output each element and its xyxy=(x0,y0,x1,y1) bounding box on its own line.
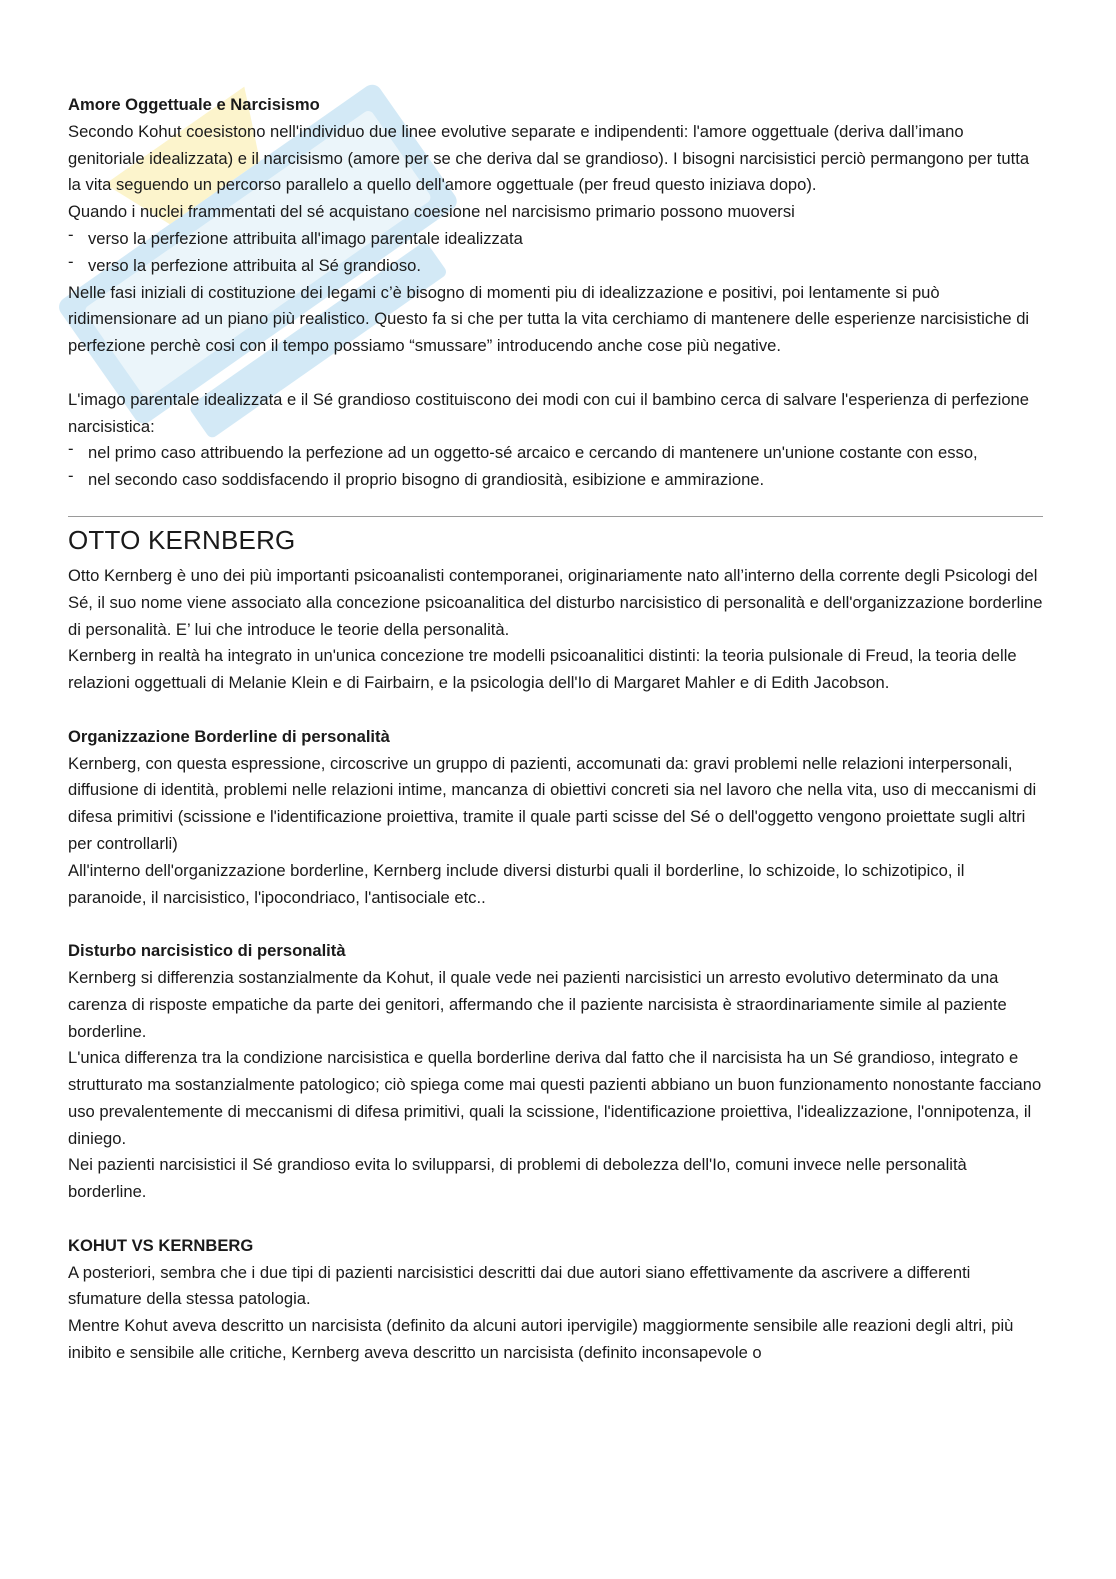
dash-bullet: - xyxy=(68,439,74,459)
spacer xyxy=(68,360,1043,387)
list-item: - nel primo caso attribuendo la perfezione ad un oggetto-sé arcaico e cercando di mantenere un'unione costante con esso, xyxy=(68,440,1043,467)
dash-list xyxy=(68,226,1043,280)
paragraph: Secondo Kohut coesistono nell'individuo due linee evolutive separate e indipendenti: l'amore oggettuale (deriva dall’imano genitoriale idealizzata) e il narcisismo (amore per se che deriva dal se grandioso). I bisogni narcisistici perciò permangono per tutta la vita seguendo un percorso parallelo a quello dell'amore oggettuale (per freud questo iniziava dopo). xyxy=(68,121,1030,195)
spacer xyxy=(68,697,1043,724)
section-heading-amore-oggettuale: Amore Oggettuale e Narcisismo xyxy=(68,95,320,114)
list-item: - verso la perfezione attribuita all'imago parentale idealizzata xyxy=(68,226,1043,253)
section-divider xyxy=(68,516,1043,517)
section-heading-borderline: Organizzazione Borderline di personalità xyxy=(68,726,390,746)
paragraph: L'imago parentale idealizzata e il Sé grandioso costituiscono dei modi con cui il bambino cerca di salvare l'esperienza di perfezione narcisistica: xyxy=(68,389,1030,436)
paragraph: All'interno dell'organizzazione borderline, Kernberg include diversi disturbi quali il borderline, lo schizoide, lo schizotipico, il paranoide, il narcisistico, l'ipocondriaco, l'antisociale etc.. xyxy=(68,860,965,907)
list-item: - nel secondo caso soddisfacendo il proprio bisogno di grandiosità, esibizione e ammirazione. xyxy=(68,467,1043,494)
paragraph: Nelle fasi iniziali di costituzione dei legami c’è bisogno di momenti piu di idealizzazione e positivi, poi lentamente si può ridimensionare ad un piano più realistico. Questo fa si che per tutta la vita cerchiamo di mantenere delle esperienze narcisistiche di perfezione perchè cosi con il tempo possiamo “smussare” introducendo anche cose più negative. xyxy=(68,282,1030,356)
chapter-title-otto-kernberg: OTTO KERNBERG xyxy=(68,524,296,555)
document-page xyxy=(68,92,1043,1367)
paragraph: Kernberg, con questa espressione, circoscrive un gruppo di pazienti, accomunati da: gravi problemi nelle relazioni interpersonali, diffusione di identità, problemi nelle relazioni intime, mancanza di obiettivi concreti sia nel lavoro che nella vita, uso di meccanismi di difesa primitivi (scissione e l'identificazione proiettiva, tramite il quale parti scisse del Sé o dell'oggetto vengono proiettate sugli altri per controllarli) xyxy=(68,753,1037,853)
dash-bullet: - xyxy=(68,251,74,271)
spacer xyxy=(68,911,1043,938)
dash-bullet: - xyxy=(68,466,74,486)
paragraph: L'unica differenza tra la condizione narcisistica e quella borderline deriva dal fatto che il narcisista ha un Sé grandioso, integrato e strutturato ma sostanzialmente patologico; ciò spiega come mai questi pazienti abbiano un buon funzionamento nonostante facciano uso prevalentemente di meccanismi di difesa primitivi, quali la scissione, l'identificazione proiettiva, l'idealizzazione, l'onnipotenza, il diniego. xyxy=(68,1048,1042,1148)
paragraph: Otto Kernberg è uno dei più importanti psicoanalisti contemporanei, originariamente nato all’interno della corrente degli Psicologi del Sé, il suo nome viene associato alla concezione psicoanalitica del disturbo narcisistico di personalità e dell'organizzazione borderline di personalità. E’ lui che introduce le teorie della personalità. xyxy=(68,565,1043,639)
section-heading-kohut-vs-kernberg: KOHUT VS KERNBERG xyxy=(68,1235,254,1255)
paragraph: Nei pazienti narcisistici il Sé grandioso evita lo svilupparsi, di problemi di debolezza dell'Io, comuni invece nelle personalità borderline. xyxy=(68,1155,967,1202)
paragraph: A posteriori, sembra che i due tipi di pazienti narcisistici descritti dai due autori siano effettivamente da ascrivere a differenti sfumature della stessa patologia. xyxy=(68,1262,971,1309)
paragraph: Kernberg si differenzia sostanzialmente da Kohut, il quale vede nei pazienti narcisistici un arresto evolutivo determinato da una carenza di risposte empatiche da parte dei genitori, affermando che il paziente narcisista è straordinariamente simile al paziente borderline. xyxy=(68,967,1007,1041)
paragraph: Kernberg in realtà ha integrato in un'unica concezione tre modelli psicoanalitici distinti: la teoria pulsionale di Freud, la teoria delle relazioni oggettuali di Melanie Klein e di Fairbairn, e la psicologia dell'Io di Margaret Mahler e di Edith Jacobson. xyxy=(68,646,1017,693)
dash-bullet: - xyxy=(68,224,74,244)
paragraph: Mentre Kohut aveva descritto un narcisista (definito da alcuni autori ipervigile) maggiormente sensibile alle reazioni degli altri, più inibito e sensibile alle critiche, Kernberg aveva descritto un narcisista (definito inconsapevole o xyxy=(68,1316,1014,1363)
dash-list xyxy=(68,440,1043,494)
spacer xyxy=(68,1206,1043,1233)
paragraph: Quando i nuclei frammentati del sé acquistano coesione nel narcisismo primario possono muoversi xyxy=(68,202,795,222)
section-heading-disturbo-narcisistico: Disturbo narcisistico di personalità xyxy=(68,941,346,961)
list-item: - verso la perfezione attribuita al Sé grandioso. xyxy=(68,253,1043,280)
